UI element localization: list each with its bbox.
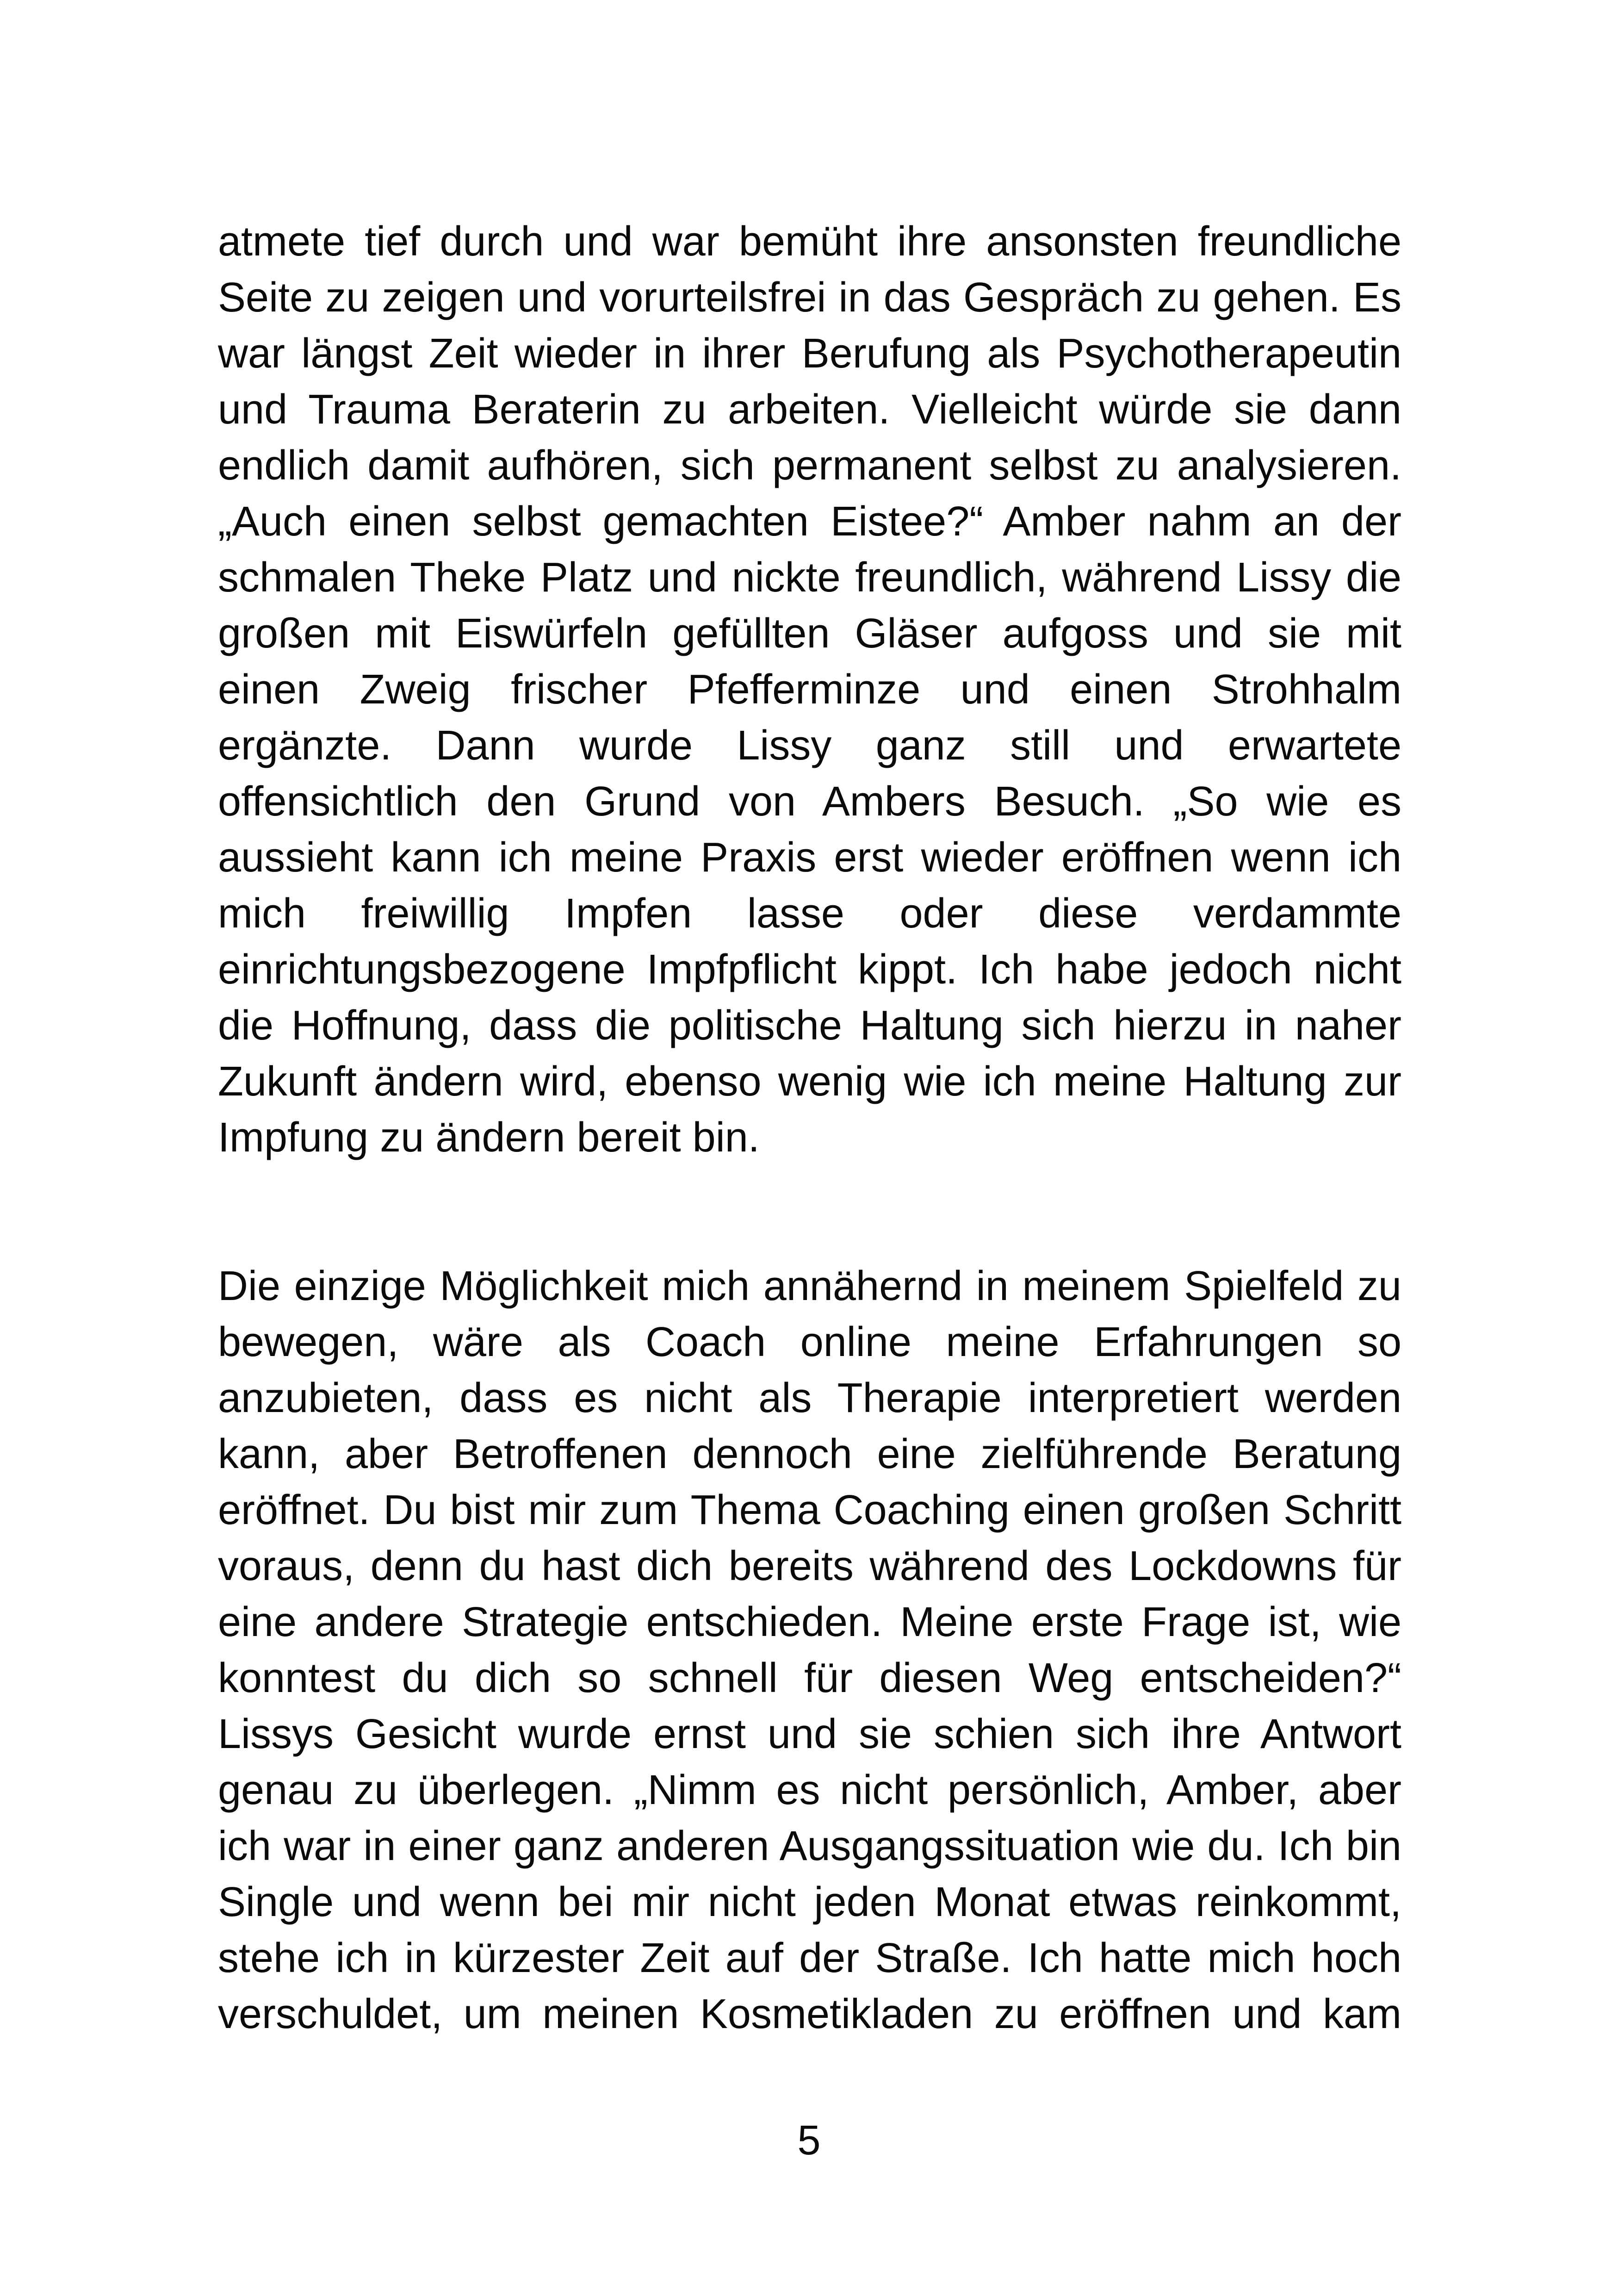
text-line: „Auch einen selbst gemachten Eistee?“ Amber nahm an der [218, 498, 1401, 545]
text-line: großen mit Eiswürfeln gefüllten Gläser aufgoss und sie mit [218, 610, 1401, 657]
text-line: aussieht kann ich meine Praxis erst wieder eröffnen wenn ich [218, 834, 1401, 881]
text-line: einen Zweig frischer Pfefferminze und einen Strohhalm [218, 666, 1401, 713]
text-line: mich freiwillig Impfen lasse oder diese verdammte [218, 890, 1401, 937]
text-line: bewegen, wäre als Coach online meine Erfahrungen so [218, 1319, 1401, 1365]
text-line: schmalen Theke Platz und nickte freundlich, während Lissy die [218, 554, 1401, 601]
paragraph-1 [218, 214, 1401, 1166]
text-line: Zukunft ändern wird, ebenso wenig wie ich meine Haltung zur [218, 1058, 1401, 1105]
text-line: Impfung zu ändern bereit bin. [218, 1114, 760, 1161]
page-number: 5 [797, 2117, 821, 2164]
text-line: verschuldet, um meinen Kosmetikladen zu eröffnen und kam [218, 1991, 1401, 2037]
text-line: konntest du dich so schnell für diesen Weg entscheiden?“ [218, 1655, 1401, 1701]
paragraph-2 [218, 1258, 1401, 2042]
text-line: kann, aber Betroffenen dennoch eine zielführende Beratung [218, 1431, 1401, 1477]
text-line: eröffnet. Du bist mir zum Thema Coaching einen großen Schritt [218, 1487, 1401, 1533]
text-line: die Hoffnung, dass die politische Haltung sich hierzu in naher [218, 1002, 1401, 1049]
text-line: atmete tief durch und war bemüht ihre ansonsten freundliche [218, 218, 1401, 265]
text-line: genau zu überlegen. „Nimm es nicht persönlich, Amber, aber [218, 1767, 1401, 1813]
text-line: Die einzige Möglichkeit mich annähernd in meinem Spielfeld zu [218, 1263, 1401, 1309]
text-line: und Trauma Beraterin zu arbeiten. Vielleicht würde sie dann [218, 386, 1401, 433]
text-line: voraus, denn du hast dich bereits während des Lockdowns für [218, 1543, 1401, 1589]
text-line: einrichtungsbezogene Impfpflicht kippt. Ich habe jedoch nicht [218, 946, 1401, 993]
text-line: war längst Zeit wieder in ihrer Berufung als Psychotherapeutin [218, 330, 1401, 377]
text-line: stehe ich in kürzester Zeit auf der Straße. Ich hatte mich hoch [218, 1935, 1401, 1981]
text-line: eine andere Strategie entschieden. Meine erste Frage ist, wie [218, 1599, 1401, 1645]
text-line: Single und wenn bei mir nicht jeden Monat etwas reinkommt, [218, 1879, 1401, 1925]
text-line: Lissys Gesicht wurde ernst und sie schien sich ihre Antwort [218, 1711, 1401, 1757]
text-line: Seite zu zeigen und vorurteilsfrei in das Gespräch zu gehen. Es [218, 274, 1401, 321]
text-line: offensichtlich den Grund von Ambers Besuch. „So wie es [218, 778, 1401, 825]
text-line: ergänzte. Dann wurde Lissy ganz still und erwartete [218, 722, 1401, 769]
text-line: anzubieten, dass es nicht als Therapie interpretiert werden [218, 1375, 1401, 1421]
text-line: ich war in einer ganz anderen Ausgangssituation wie du. Ich bin [218, 1823, 1401, 1869]
text-line: endlich damit aufhören, sich permanent selbst zu analysieren. [218, 442, 1401, 489]
